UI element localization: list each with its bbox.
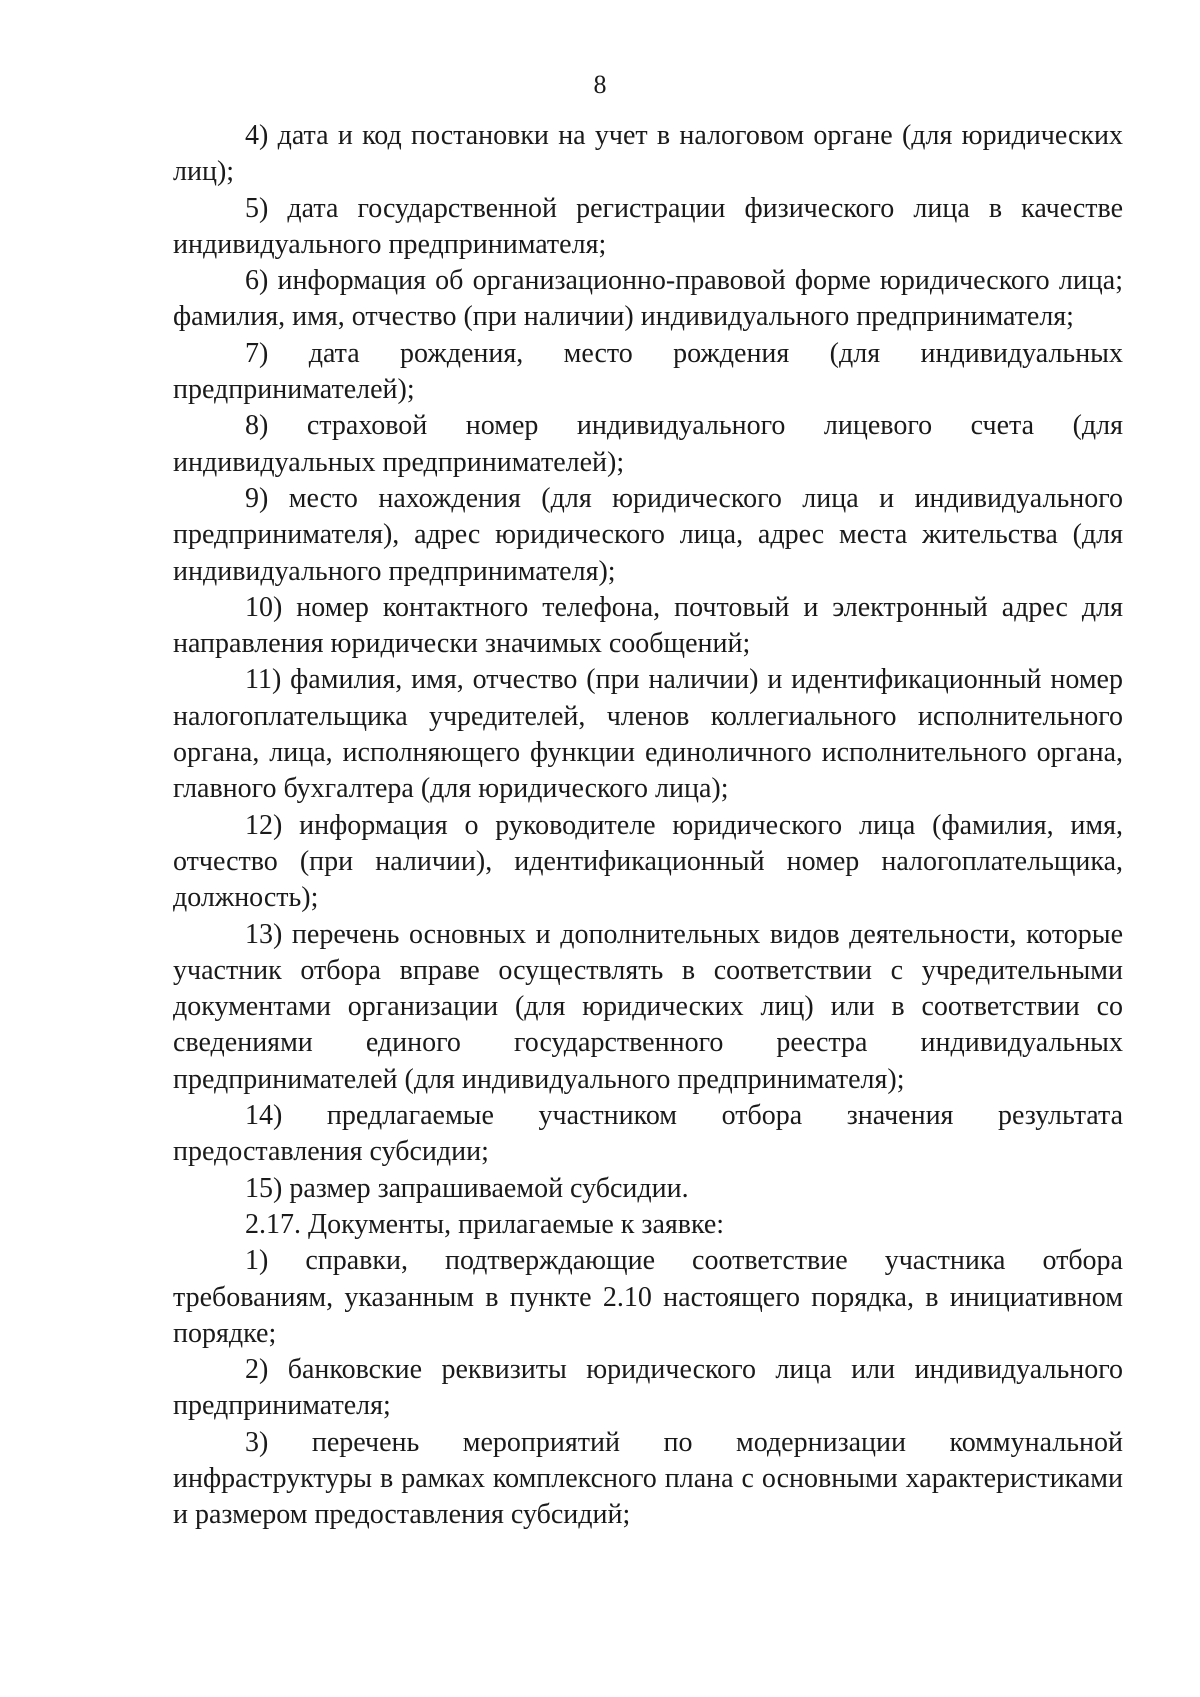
paragraph-item-4: 4) дата и код постановки на учет в налоговом органе (для юридических лиц); <box>173 120 1123 188</box>
paragraph-item-7: 7) дата рождения, место рождения (для индивидуальных предпринимателей); <box>173 337 1123 406</box>
section-heading-2-17: 2.17. Документы, прилагаемые к заявке: <box>245 1208 725 1240</box>
document-body <box>173 118 1123 1534</box>
paragraph-item-11: 11) фамилия, имя, отчество (при наличии) и идентификационный номер налогоплательщика учредителей, членов коллегиального исполнительного органа, лица, исполняющего функции единоличного исполнительного органа, главного бухгалтера (для юридического лица); <box>173 664 1123 805</box>
attachment-item-1: 1) справки, подтверждающие соответствие участника отбора требованиям, указанным в пункте 2.10 настоящего порядка, в инициативном порядке; <box>173 1245 1123 1349</box>
paragraph-item-9: 9) место нахождения (для юридического лица и индивидуального предпринимателя), адрес юридического лица, адрес места жительства (для индивидуального предпринимателя); <box>173 482 1123 587</box>
paragraph-item-5: 5) дата государственной регистрации физического лица в качестве индивидуального предпринимателя; <box>173 192 1123 260</box>
attachment-item-3: 3) перечень мероприятий по модернизации коммунальной инфраструктуры в рамках комплексного плана с основными характеристиками и размером предоставления субсидий; <box>173 1426 1123 1531</box>
paragraph-item-10: 10) номер контактного телефона, почтовый и электронный адрес для направления юридически значимых сообщений; <box>173 591 1123 660</box>
page-number: 8 <box>593 70 607 99</box>
paragraph-item-12: 12) информация о руководителе юридического лица (фамилия, имя, отчество (при наличии), идентификационный номер налогоплательщика, должность); <box>173 809 1123 914</box>
paragraph-item-13: 13) перечень основных и дополнительных видов деятельности, которые участник отбора вправе осуществлять в соответствии с учредительными документами организации (для юридических лиц) или в соответствии со сведениями единого государственного реестра индивидуальных предпринимателей (для индивидуального предпринимателя); <box>173 918 1123 1095</box>
paragraph-item-6: 6) информация об организационно-правовой форме юридического лица; фамилия, имя, отчество (при наличии) индивидуального предпринимателя; <box>173 265 1123 333</box>
attachment-item-2: 2) банковские реквизиты юридического лица или индивидуального предпринимателя; <box>173 1354 1123 1422</box>
paragraph-item-14: 14) предлагаемые участником отбора значения результата предоставления субсидии; <box>173 1100 1123 1168</box>
paragraph-item-15: 15) размер запрашиваемой субсидии. <box>245 1172 689 1204</box>
paragraph-item-8: 8) страховой номер индивидуального лицевого счета (для индивидуальных предпринимателей); <box>173 410 1123 478</box>
